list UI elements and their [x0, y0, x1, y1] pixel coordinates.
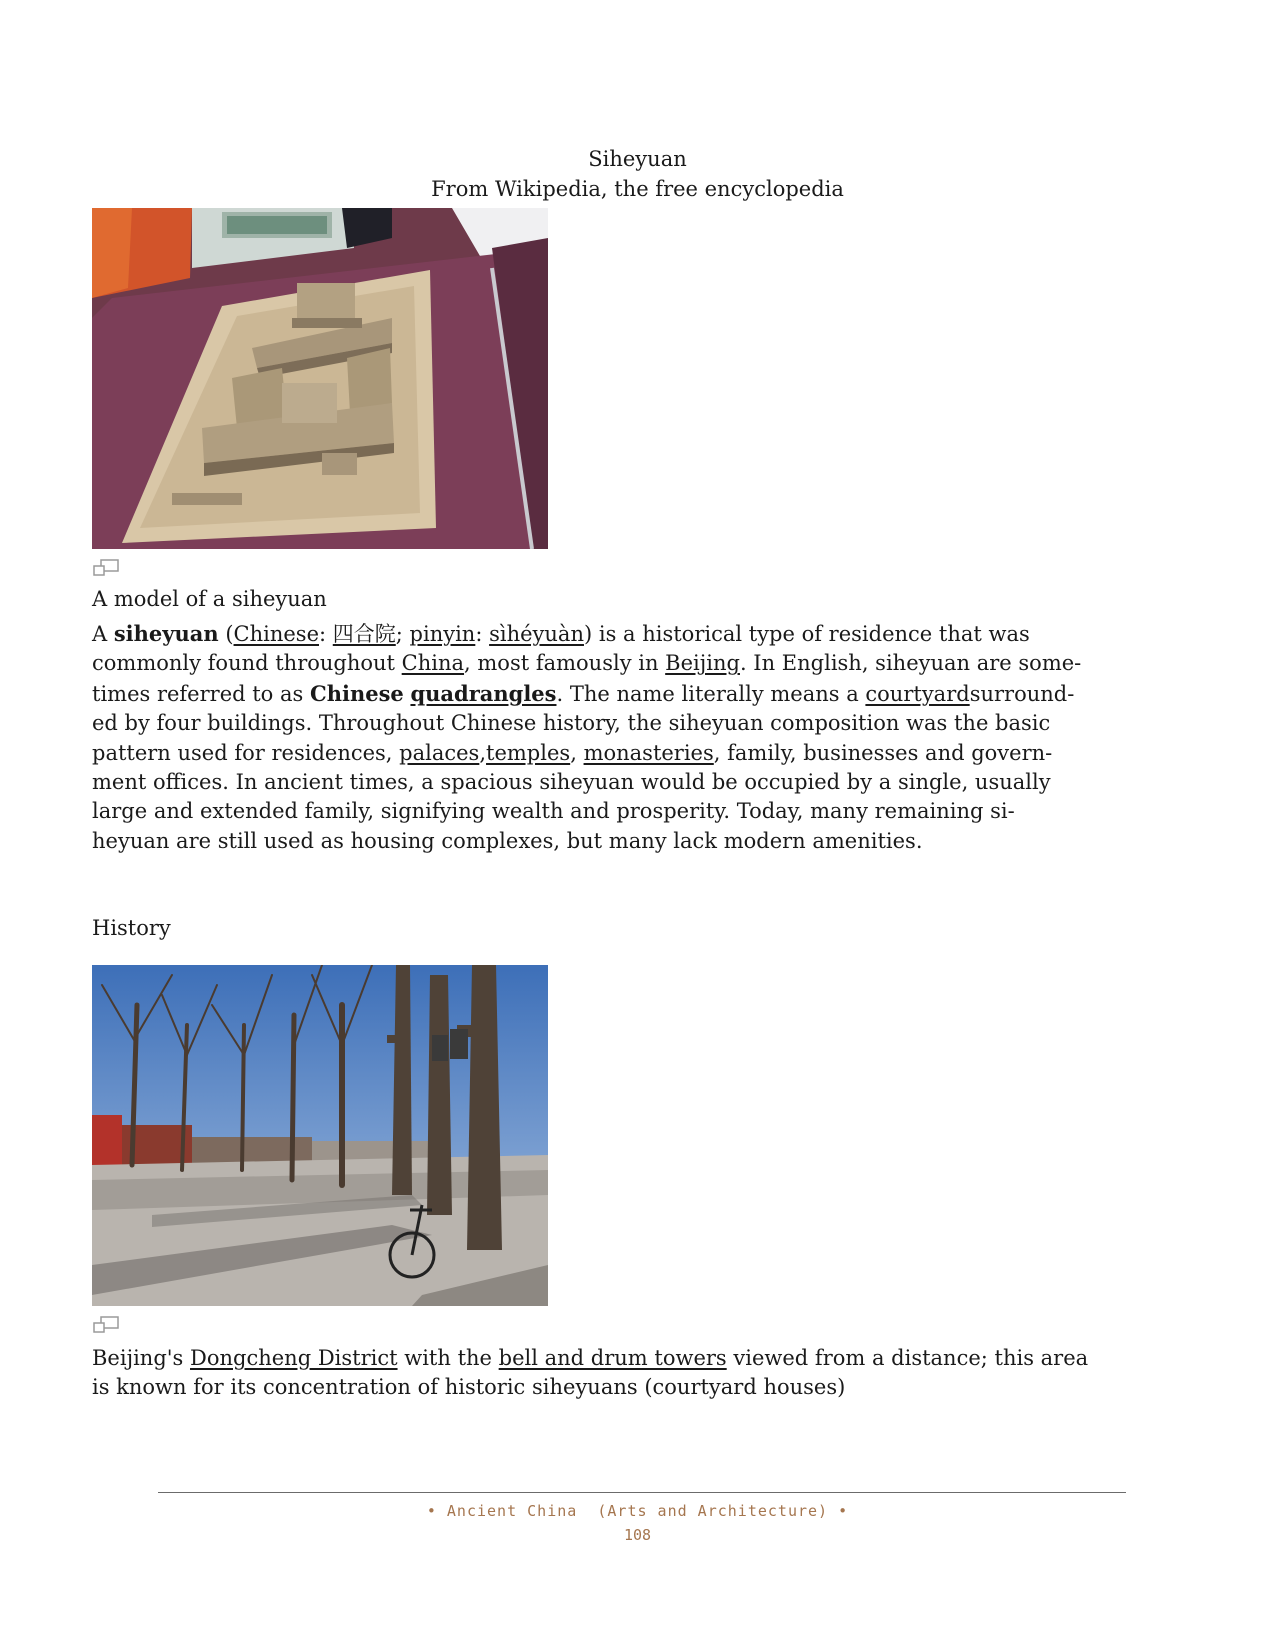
page-subtitle: From Wikipedia, the free encyclopedia	[431, 177, 844, 201]
text: commonly found throughout	[92, 651, 395, 676]
link-china[interactable]: China	[401, 651, 465, 676]
text-line: large and extended family, signifying wealth and prosperity. Today, many remaining si-	[92, 799, 1015, 824]
text: , family, businesses and govern-	[713, 740, 1053, 765]
text-line: heyuan are still used as housing complexes, but many lack modern amenities.	[92, 828, 923, 853]
dongcheng-street-photo[interactable]	[92, 965, 548, 1306]
text: with the	[404, 1346, 492, 1370]
page-number: 108	[623, 1526, 652, 1544]
bold-chinese: Chinese	[309, 680, 404, 706]
text: ) is a historical type of residence that was	[583, 622, 1030, 646]
footer-divider	[158, 1492, 1126, 1493]
text: ;	[395, 622, 403, 646]
link-bell-drum-towers[interactable]: bell and drum towers	[498, 1346, 727, 1370]
text: Beijing's	[92, 1346, 184, 1370]
enlarge-icon[interactable]	[93, 559, 119, 577]
link-monasteries[interactable]: monasteries	[583, 740, 714, 765]
siheyuan-model-photo[interactable]	[92, 208, 548, 549]
link-dongcheng-district[interactable]: Dongcheng District	[190, 1346, 398, 1370]
text: times referred to as	[92, 681, 304, 706]
figure-caption-dongcheng	[92, 1344, 1192, 1403]
link-temples[interactable]: temples	[486, 740, 571, 765]
figure-caption: A model of a siheyuan	[92, 587, 327, 611]
text-line: ed by four buildings. Throughout Chinese history, the siheyuan composition was the basic	[92, 711, 1051, 736]
text: . The name literally means a	[556, 681, 859, 706]
link-pinyin-value[interactable]: sìhéyuàn	[489, 622, 584, 646]
text: ,	[479, 740, 487, 765]
enlarge-icon[interactable]	[93, 1316, 119, 1334]
text: viewed from a distance; this area	[733, 1346, 1089, 1370]
link-hanzi[interactable]: 四合院	[332, 622, 396, 646]
text: :	[319, 622, 327, 646]
section-heading-history: History	[92, 916, 171, 940]
text: :	[475, 622, 483, 646]
text: pattern used for residences,	[92, 740, 393, 765]
link-quadrangles[interactable]: quadrangles	[410, 680, 557, 706]
running-title: Ancient China (Arts and Architecture)	[446, 1502, 829, 1520]
text: (	[225, 622, 234, 646]
bullet: •	[426, 1502, 437, 1520]
text: A	[92, 622, 108, 646]
intro-paragraph	[92, 619, 1192, 856]
text: . In English, siheyuan are some-	[739, 651, 1082, 676]
text-line: ment offices. In ancient times, a spacious siheyuan would be occupied by a single, usually	[92, 770, 1051, 795]
text: , most famously in	[464, 651, 659, 676]
link-courtyard[interactable]: courtyard	[865, 681, 970, 706]
term-bold: siheyuan	[113, 621, 219, 646]
link-beijing[interactable]: Beijing	[665, 651, 740, 676]
footer-running-title	[0, 1502, 1275, 1520]
text: surround-	[969, 681, 1075, 706]
link-pinyin[interactable]: pinyin	[409, 622, 476, 646]
page-title: Siheyuan	[588, 147, 687, 171]
link-chinese[interactable]: Chinese	[233, 622, 319, 646]
link-palaces[interactable]: palaces	[399, 740, 480, 765]
text-line: is known for its concentration of historic siheyuans (courtyard houses)	[92, 1375, 846, 1400]
text: ,	[570, 740, 577, 765]
bullet: •	[838, 1502, 849, 1520]
